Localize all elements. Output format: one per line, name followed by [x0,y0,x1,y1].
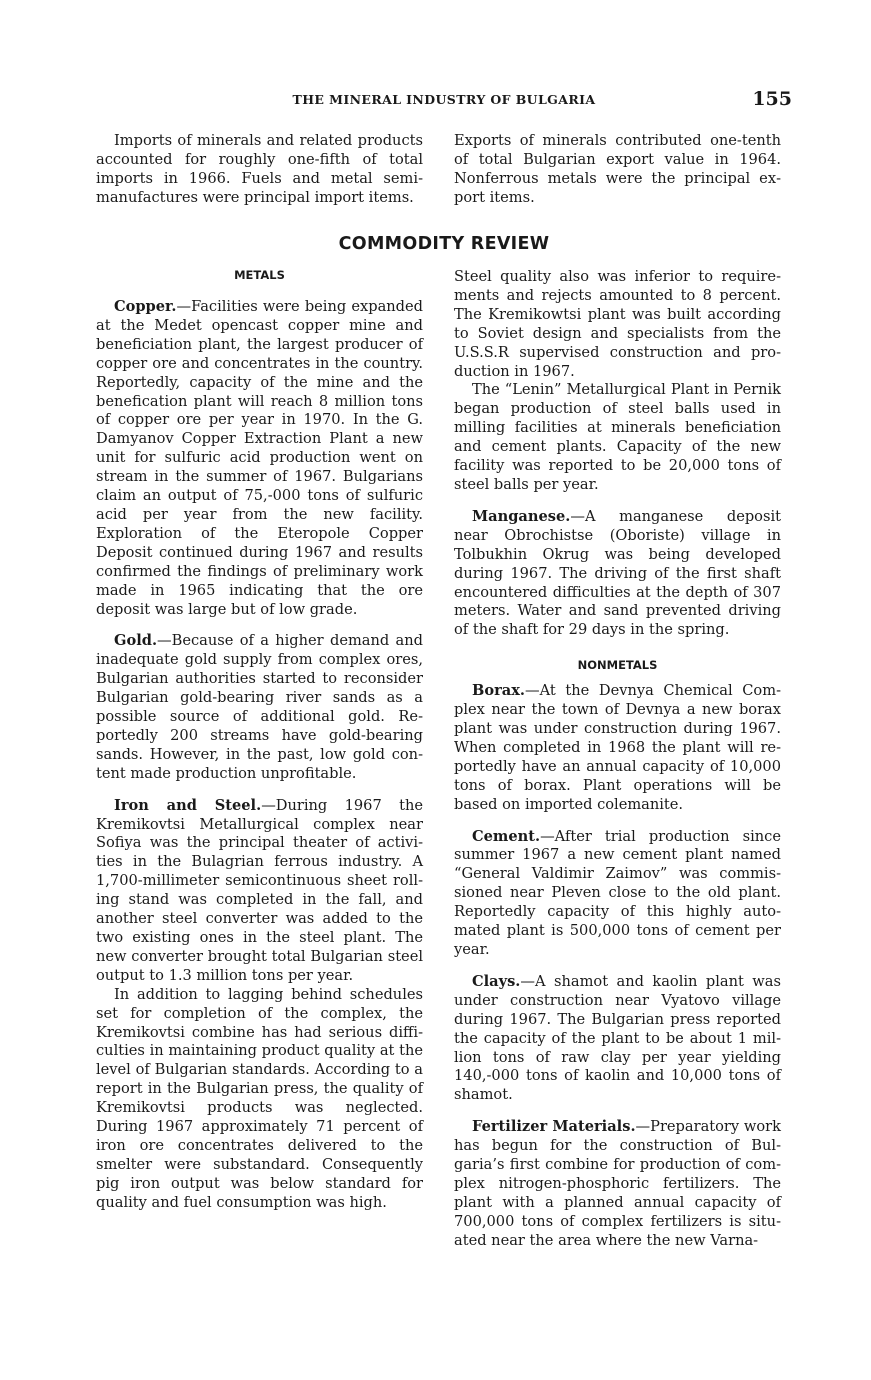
iron-steel-paragraph [96,797,423,986]
cement-paragraph [454,828,781,960]
borax-paragraph [454,682,781,814]
metals-heading: METALS [234,268,285,282]
gold-text: —Because of a higher demand and inadequate gold supply from complex ores, Bulgarian authorities started to reconsider Bulgarian gold-bearing river sands as a possible source of additional gold. Reportedly 200 streams have gold-bearing sands. However, in the past, low gold content made production unprofitable. [96,632,423,782]
copper-paragraph [96,298,423,619]
borax-text: —At the Devnya Chemical Complex near the town of Devnya a new borax plant was under construction during 1967. When completed in 1968 the plant will reportedly have an annual capacity of 10,000 tons of borax. Plant operations will be based on imported colemanite. [454,682,781,813]
copper-text: —Facilities were being expanded at the Medet opencast copper mine and beneficiation plant, the largest producer of copper ore and concentrates in the country. Reportedly, capacity of the mine and the benefication plant will reach 8 million tons of copper ore per year in 1970. In the G. Damyanov Copper Extraction Plant a new unit for sulfuric acid production went on stream in the summer of 1967. Bulgarians claim an output of 75,-000 tons of sulfuric acid per year from the new facility. Exploration of the Eteropole Copper Deposit continued during 1967 and results confirmed the findings of preliminary work made in 1965 indicating that the ore deposit was large but of low grade. [96,298,423,618]
intro-imports-paragraph: Imports of minerals and related products accounted for roughly one-fifth of total imports in 1966. Fuels and metal semimanufactures were principal import items. [96,132,423,206]
intro-left-column [96,132,423,208]
intro-right-column [454,132,781,208]
clays-lead: Clays. [472,972,521,990]
section-title: COMMODITY REVIEW [338,234,550,254]
gold-paragraph [96,632,423,783]
cement-lead: Cement. [472,827,541,845]
copper-lead: Copper. [114,298,177,315]
intro-exports-paragraph: Exports of minerals contributed one-tenth of total Bulgarian export value in 1964. Nonferrous metals were the principal export items. [454,132,781,206]
fertilizer-lead: Fertilizer Materials. [472,1118,636,1136]
running-header [96,88,792,118]
cement-text: —After trial production since summer 1967 a new cement plant named “General Valdimir Zaimov” was commissioned near Pleven close to the old plant. Reportedly capacity of this highly automated plant is 500,000 tons of cement per year. [454,827,781,958]
manganese-text: —A manganese deposit near Obrochistse (Oboriste) village in Tolbukhin Okrug was being developed during 1967. The driving of the first shaft encountered difficulties at the depth of 307 meters. Water and sand prevented driving of the shaft for 29 days in the spring. [454,507,781,639]
borax-lead: Borax. [472,682,525,700]
right-column [454,268,781,1251]
manganese-lead: Manganese. [472,507,571,525]
steel-quality-paragraph: Steel quality also was inferior to requirements and rejects amounted to 8 percent. The Kremikowtsi plant was built according to Soviet design and specialists from the U.S.S.R supervised construction and production in 1967. [454,268,781,380]
clays-text: —A shamot and kaolin plant was under construction near Vyatovo village during 1967. The Bulgarian press reported the capacity of the plant to be about 1 million tons of raw clay per year yielding 140,-000 tons of kaolin and 10,000 tons of shamot. [454,972,781,1104]
nonmetals-heading: NONMETALS [577,658,658,673]
gold-lead: Gold. [114,632,158,650]
left-column [96,268,423,1213]
running-title: THE MINERAL INDUSTRY OF BULGARIA [292,92,596,107]
lenin-plant-paragraph: The “Lenin” Metallurgical Plant in Pernik began production of steel balls used in milling facilities at minerals beneficiation and cement plants. Capacity of the new facility was reported to be 20,000 tons of steel balls per year. [454,381,781,493]
iron-steel-text: —During 1967 the Kremikovtsi Metallurgical complex near Sofiya was the principal theater of activities in the Bulagrian ferrous industry. A 1,700-millimeter semicontinuous sheet rolling stand was completed in the fall, and another steel converter was added to the two existing ones in the steel plant. The new converter brought total Bulgarian steel output to 1.3 million tons per year. [96,796,423,984]
clays-paragraph [454,973,781,1105]
iron-steel-lead: Iron and Steel. [114,796,262,814]
page-number: 155 [752,88,792,110]
fertilizer-paragraph [454,1118,781,1250]
manganese-paragraph [454,508,781,640]
fertilizer-text: —Preparatory work has begun for the construction of Bulgaria’s first combine for production of complex nitrogen-phosphoric fertilizers. The plant with a planned annual capacity of 700,000 tons of complex fertilizers is situated near the area where the new Varna- [454,1118,781,1249]
iron-steel-paragraph-2: In addition to lagging behind schedules set for completion of the complex, the Kremikovtsi combine has had serious difficulties in maintaining product quality at the level of Bulgarian standards. According to a report in the Bulgarian press, the quality of Kremikovtsi products was neglected. During 1967 approximately 71 percent of iron ore concentrates delivered to the smelter were substandard. Consequently pig iron output was below standard for quality and fuel consumption was high. [96,985,423,1211]
